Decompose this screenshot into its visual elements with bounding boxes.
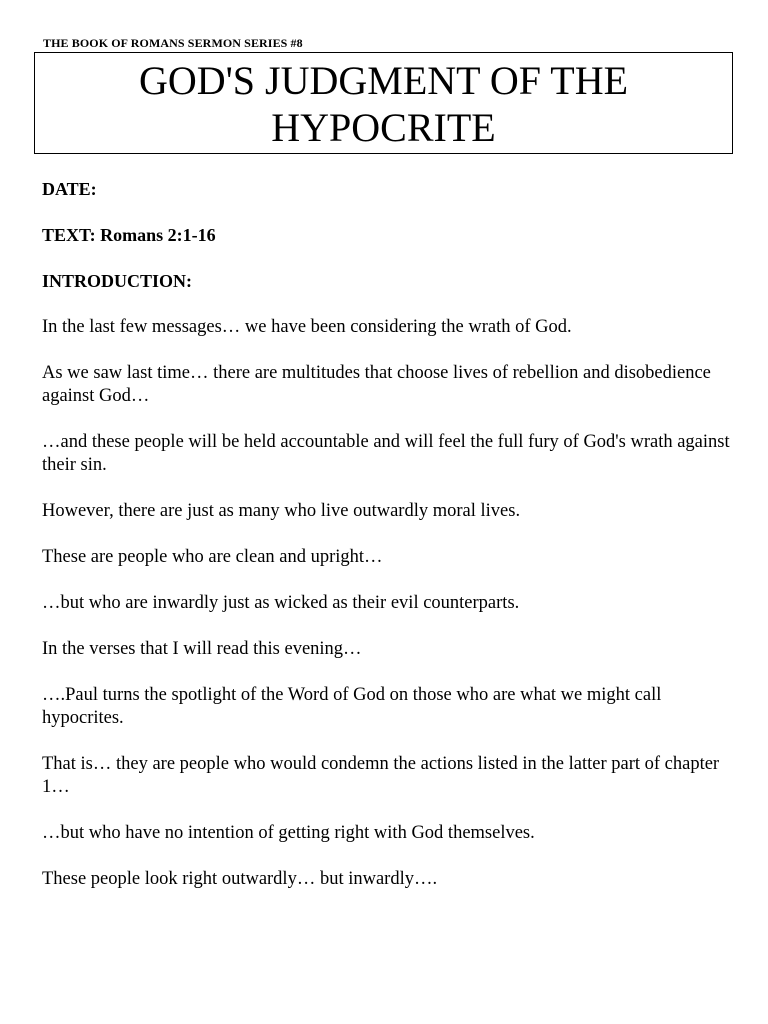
paragraph: …and these people will be held accountable and will feel the full fury of God's wrath against their sin.: [42, 432, 730, 475]
title-line-1: GOD'S JUDGMENT OF THE: [138, 58, 629, 103]
title-line-2: HYPOCRITE: [271, 105, 496, 150]
introduction-heading: INTRODUCTION:: [42, 271, 193, 291]
paragraph: As we saw last time… there are multitudes that choose lives of rebellion and disobedience against God…: [42, 363, 711, 406]
title-box: [34, 52, 733, 154]
text-reference: TEXT: Romans 2:1-16: [42, 225, 216, 245]
paragraph: …but who are inwardly just as wicked as their evil counterparts.: [42, 593, 520, 613]
paragraph: That is… they are people who would condemn the actions listed in the latter part of chapter 1…: [42, 754, 720, 797]
series-header: THE BOOK OF ROMANS SERMON SERIES #8: [43, 36, 303, 50]
page-title: [139, 57, 628, 151]
paragraph: In the verses that I will read this evening…: [42, 639, 362, 659]
sermon-body: [42, 178, 732, 914]
paragraph: In the last few messages… we have been considering the wrath of God.: [42, 317, 572, 337]
paragraph: ….Paul turns the spotlight of the Word of God on those who are what we might call hypocrites.: [42, 685, 662, 728]
paragraph: These are people who are clean and upright…: [42, 547, 383, 567]
paragraph: However, there are just as many who live outwardly moral lives.: [42, 501, 521, 521]
paragraph: …but who have no intention of getting right with God themselves.: [42, 823, 535, 843]
date-label: DATE:: [42, 179, 97, 199]
paragraph: These people look right outwardly… but inwardly….: [42, 869, 438, 889]
